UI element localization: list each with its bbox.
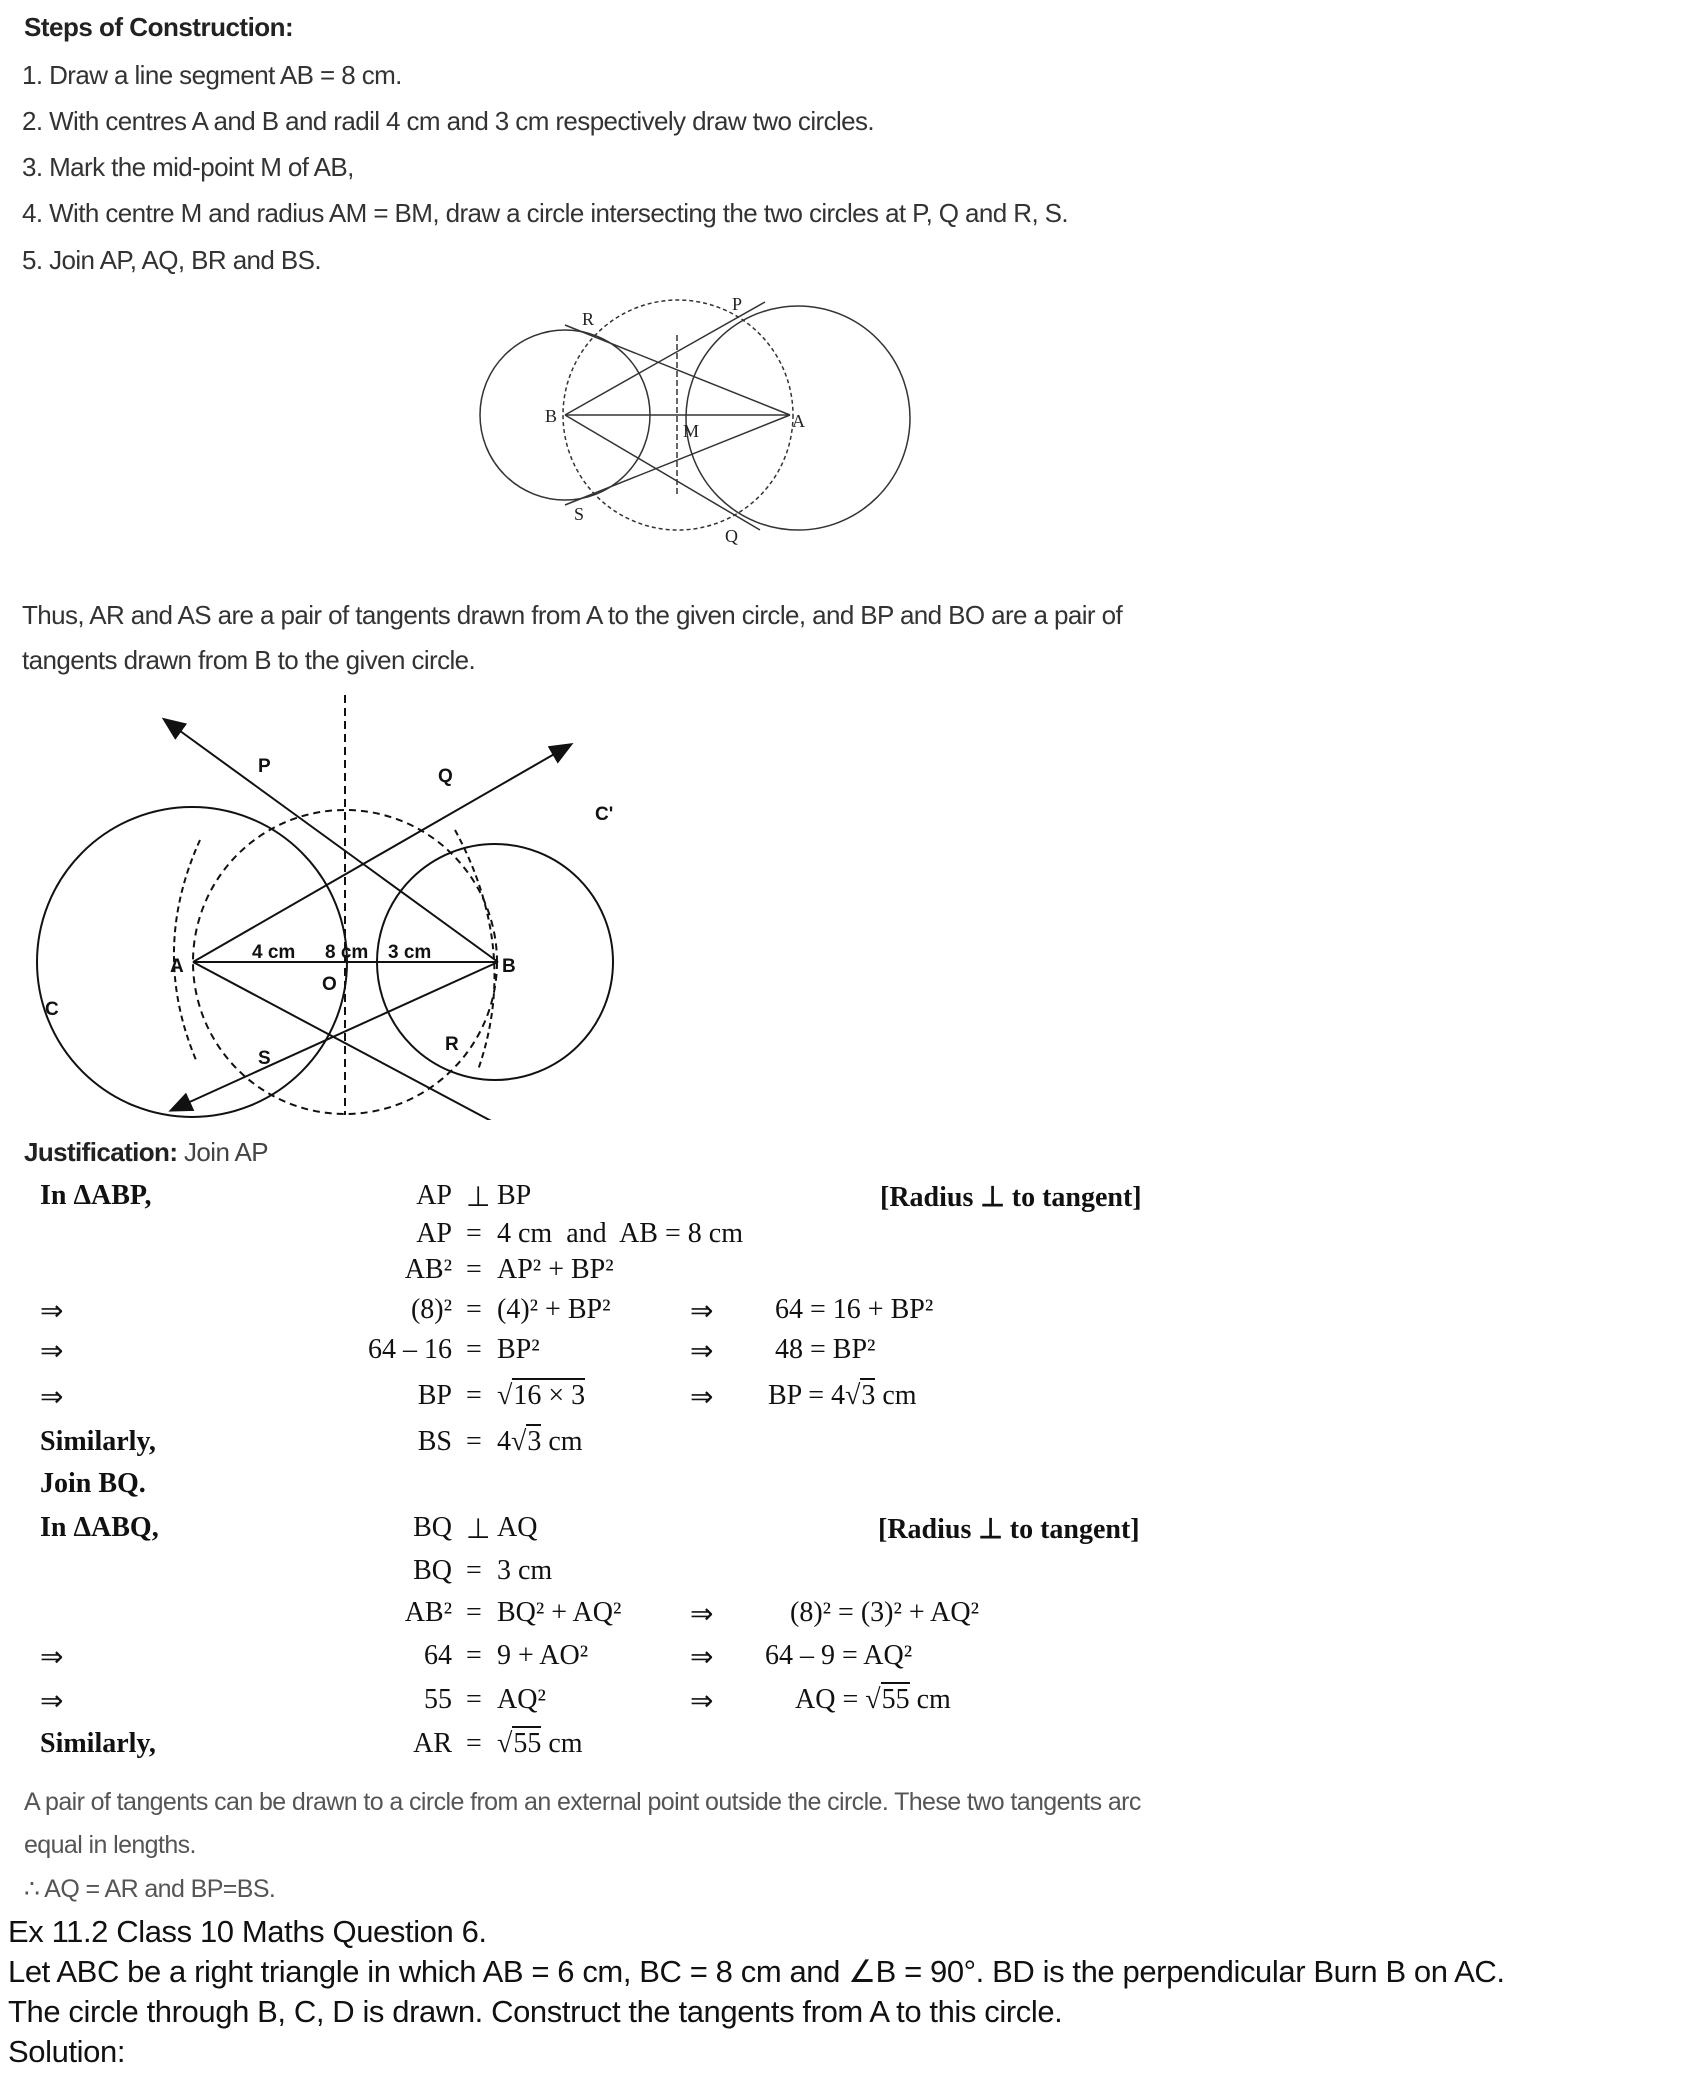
note-line-2: equal in lengths. bbox=[24, 1831, 196, 1859]
eq13-rhs: √55 cm bbox=[497, 1728, 583, 1759]
implies-5: ⇒ bbox=[40, 1642, 64, 1673]
eq8-op: ⊥ bbox=[466, 1514, 491, 1545]
eq10-rhs: BQ² + AQ² bbox=[497, 1597, 622, 1628]
eq13-lhs: AR bbox=[413, 1728, 452, 1759]
eq5-lhs: 64 – 16 bbox=[368, 1334, 452, 1365]
triangle-abq-intro: In ΔABQ, bbox=[40, 1512, 159, 1543]
eq3-rhs: AP² + BP² bbox=[497, 1254, 614, 1285]
label-s: S bbox=[574, 504, 585, 524]
eq4-op: = bbox=[466, 1294, 482, 1325]
steps-heading: Steps of Construction: bbox=[24, 12, 294, 42]
implies-6b: ⇒ bbox=[690, 1686, 714, 1717]
label-b: B bbox=[545, 406, 558, 426]
eq12-rhs: AQ² bbox=[497, 1684, 546, 1715]
eq13-radicand: 55 bbox=[513, 1728, 542, 1759]
eq2-op: = bbox=[466, 1218, 482, 1249]
eq3-lhs: AB² bbox=[404, 1254, 452, 1285]
eq12-right-radicand: 55 bbox=[881, 1684, 910, 1715]
eq6-op: = bbox=[466, 1380, 482, 1411]
eq1-rhs: BP bbox=[497, 1180, 532, 1211]
label-r: R bbox=[582, 309, 595, 329]
label-3cm: 3 cm bbox=[388, 942, 432, 963]
eq1-op: ⊥ bbox=[466, 1182, 491, 1213]
justification-heading bbox=[24, 1137, 268, 1168]
eq7-pre: 4 bbox=[497, 1426, 511, 1457]
label-4cm: 4 cm bbox=[252, 942, 296, 963]
eq11-lhs: 64 bbox=[424, 1640, 452, 1671]
reason-1: [Radius ⊥ to tangent] bbox=[880, 1182, 1142, 1213]
eq1-lhs: AP bbox=[416, 1180, 452, 1211]
eq12-op: = bbox=[466, 1684, 482, 1715]
eq5-rhs: BP² bbox=[497, 1334, 540, 1365]
implies-1b: ⇒ bbox=[690, 1296, 714, 1327]
eq9-rhs: 3 cm bbox=[497, 1555, 553, 1586]
join-bq: Join BQ. bbox=[40, 1468, 146, 1499]
step-3: 3. Mark the mid-point M of AB, bbox=[22, 152, 354, 182]
label-a-2: A bbox=[170, 956, 184, 977]
eq3-op: = bbox=[466, 1254, 482, 1285]
construction-figure-1 bbox=[460, 280, 920, 550]
label-m: M bbox=[683, 421, 700, 441]
line-ar-2 bbox=[193, 962, 555, 1120]
implies-3b: ⇒ bbox=[690, 1382, 714, 1413]
eq7-op: = bbox=[466, 1426, 482, 1457]
eq9-lhs: BQ bbox=[413, 1555, 452, 1586]
eq6-right-post: cm bbox=[875, 1380, 917, 1411]
label-a: A bbox=[792, 411, 805, 431]
line-bp bbox=[565, 302, 765, 415]
label-c: C bbox=[45, 999, 59, 1020]
reason-2: [Radius ⊥ to tangent] bbox=[878, 1514, 1140, 1545]
implies-2: ⇒ bbox=[40, 1336, 64, 1367]
justification-label: Justification: bbox=[24, 1137, 178, 1167]
eq12-right-pre: AQ = bbox=[795, 1684, 866, 1715]
step-1: 1. Draw a line segment AB = 8 cm. bbox=[22, 60, 402, 90]
eq12-lhs: 55 bbox=[424, 1684, 452, 1715]
solution-label: Solution: bbox=[8, 2034, 126, 2069]
label-r-2: R bbox=[445, 1034, 459, 1055]
implies-3: ⇒ bbox=[40, 1382, 64, 1413]
eq7-radicand: 3 bbox=[527, 1426, 542, 1457]
conclusion-line-1: Thus, AR and AS are a pair of tangents drawn from A to the given circle, and BP and BO are a pair of bbox=[22, 600, 1123, 630]
implies-1: ⇒ bbox=[40, 1296, 64, 1327]
eq9-op: = bbox=[466, 1555, 482, 1586]
eq4-rhs: (4)² + BP² bbox=[497, 1294, 611, 1325]
label-p: P bbox=[732, 294, 743, 314]
question-line-2: The circle through B, C, D is drawn. Construct the tangents from A to this circle. bbox=[8, 1994, 1063, 2029]
eq5-right: 48 = BP² bbox=[775, 1334, 876, 1365]
eq2-rhs: 4 cm and AB = 8 cm bbox=[497, 1218, 743, 1249]
note-line-3: ∴ AQ = AR and BP=BS. bbox=[24, 1875, 276, 1903]
eq6-radicand: 16 × 3 bbox=[513, 1380, 586, 1411]
eq6-rhs: √16 × 3 bbox=[497, 1380, 586, 1411]
label-o: O bbox=[322, 974, 337, 995]
label-s-2: S bbox=[258, 1048, 271, 1069]
label-8cm: 8 cm bbox=[325, 942, 369, 963]
eq4-lhs: (8)² bbox=[410, 1294, 452, 1325]
eq7-lhs: BS bbox=[417, 1426, 452, 1457]
eq10-op: = bbox=[466, 1597, 482, 1628]
eq8-rhs: AQ bbox=[497, 1512, 538, 1543]
label-c-prime: C' bbox=[595, 804, 614, 825]
construction-figure-2 bbox=[0, 690, 650, 1120]
eq6-lhs: BP bbox=[417, 1380, 452, 1411]
step-4: 4. With centre M and radius AM = BM, draw a circle intersecting the two circles at P, Q and R, S. bbox=[22, 198, 1069, 228]
justification-instruction: Join AP bbox=[177, 1137, 268, 1167]
label-q: Q bbox=[725, 526, 738, 546]
triangle-abp-intro: In ΔABP, bbox=[40, 1180, 152, 1211]
conclusion-line-2: tangents drawn from B to the given circle. bbox=[22, 645, 476, 675]
similarly-2: Similarly, bbox=[40, 1728, 156, 1759]
label-q-2: Q bbox=[438, 766, 453, 787]
implies-4b: ⇒ bbox=[690, 1599, 714, 1630]
eq13-op: = bbox=[466, 1728, 482, 1759]
eq7-post: cm bbox=[541, 1426, 583, 1457]
eq12-right: AQ = √55 cm bbox=[795, 1684, 951, 1715]
line-bq bbox=[565, 415, 760, 530]
label-b-2: B bbox=[502, 956, 516, 977]
eq11-op: = bbox=[466, 1640, 482, 1671]
implies-6: ⇒ bbox=[40, 1686, 64, 1717]
eq7-rhs: 4√3 cm bbox=[497, 1426, 583, 1457]
eq11-right: 64 – 9 = AQ² bbox=[765, 1640, 913, 1671]
eq8-lhs: BQ bbox=[413, 1512, 452, 1543]
eq4-right: 64 = 16 + BP² bbox=[775, 1294, 934, 1325]
eq6-right: BP = 4√3 cm bbox=[768, 1380, 917, 1411]
question-title: Ex 11.2 Class 10 Maths Question 6. bbox=[8, 1914, 487, 1949]
implies-5b: ⇒ bbox=[690, 1642, 714, 1673]
implies-2b: ⇒ bbox=[690, 1336, 714, 1367]
arc-right bbox=[455, 830, 494, 1070]
line-bp-2 bbox=[165, 720, 498, 962]
eq10-right: (8)² = (3)² + AQ² bbox=[790, 1597, 979, 1628]
eq12-right-post: cm bbox=[909, 1684, 951, 1715]
label-p-2: P bbox=[258, 756, 271, 777]
step-5: 5. Join AP, AQ, BR and BS. bbox=[22, 245, 322, 275]
note-line-1: A pair of tangents can be drawn to a circle from an external point outside the circle. These two tangents arc bbox=[24, 1788, 1141, 1816]
arc-left bbox=[174, 840, 200, 1060]
eq13-post: cm bbox=[541, 1728, 583, 1759]
eq10-lhs: AB² bbox=[404, 1597, 452, 1628]
eq6-right-pre: BP = 4 bbox=[768, 1380, 845, 1411]
eq2-lhs: AP bbox=[416, 1218, 452, 1249]
step-2: 2. With centres A and B and radil 4 cm and 3 cm respectively draw two circles. bbox=[22, 106, 875, 136]
question-line-1: Let ABC be a right triangle in which AB = 6 cm, BC = 8 cm and ∠B = 90°. BD is the perpendicular Burn B on AC. bbox=[8, 1954, 1505, 1989]
eq11-rhs: 9 + AO² bbox=[497, 1640, 589, 1671]
similarly-1: Similarly, bbox=[40, 1426, 156, 1457]
eq5-op: = bbox=[466, 1334, 482, 1365]
eq6-right-radicand: 3 bbox=[861, 1380, 876, 1411]
